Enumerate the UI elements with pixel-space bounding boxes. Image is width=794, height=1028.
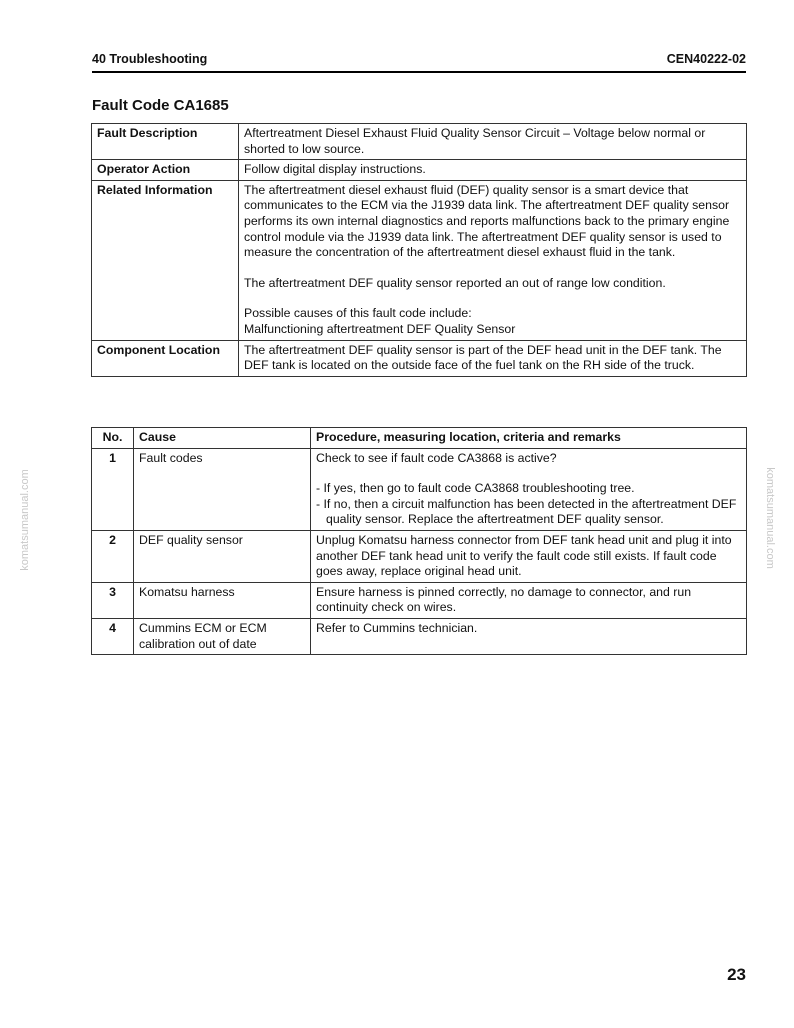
cause-table	[91, 427, 747, 655]
related-information-row	[92, 180, 747, 340]
related-information-value	[239, 180, 747, 340]
document-code: CEN40222-02	[666, 52, 746, 66]
watermark-right: komatsumanual.com	[764, 467, 776, 569]
row-procedure: Refer to Cummins technician.	[311, 618, 747, 654]
procedure-intro: Check to see if fault code CA3868 is active?	[316, 450, 557, 465]
component-location-label: Component Location	[92, 340, 239, 376]
row-number: 4	[92, 618, 134, 654]
possible-causes-intro: Possible causes of this fault code include:	[244, 306, 472, 321]
row-procedure: Ensure harness is pinned correctly, no damage to connector, and run continuity check on wires.	[311, 582, 747, 618]
page-header	[92, 52, 746, 73]
component-location-row	[92, 340, 747, 376]
related-info-paragraph: The aftertreatment DEF quality sensor reported an out of range low condition.	[244, 275, 666, 290]
table-header-row	[92, 428, 747, 449]
operator-action-label: Operator Action	[92, 160, 239, 181]
row-cause: DEF quality sensor	[134, 530, 311, 582]
fault-info-table	[91, 123, 747, 377]
procedure-bullets	[316, 481, 741, 528]
related-info-paragraph: The aftertreatment diesel exhaust fluid (DEF) quality sensor is a smart device that communicates to the ECM via the J1939 data link. The aftertreatment DEF quality sensor performs its own internal diagnostics and reports malfunctions back to the primary engine control module via the J1939 data link. The aftertreatment DEF quality sensor is used to measure the concentration of the aftertreatment diesel exhaust fluid in the tank.	[244, 182, 730, 260]
operator-action-row	[92, 160, 747, 181]
fault-description-label: Fault Description	[92, 124, 239, 160]
column-header-cause: Cause	[134, 428, 311, 449]
watermark-left: komatsumanual.com	[19, 469, 31, 571]
section-title: 40 Troubleshooting	[92, 52, 208, 66]
component-location-value: The aftertreatment DEF quality sensor is part of the DEF head unit in the DEF tank. The DEF tank is located on the outside face of the fuel tank on the RH side of the truck.	[239, 340, 747, 376]
row-procedure	[311, 448, 747, 530]
fault-description-value: Aftertreatment Diesel Exhaust Fluid Quality Sensor Circuit – Voltage below normal or shorted to low source.	[239, 124, 747, 160]
column-header-procedure: Procedure, measuring location, criteria and remarks	[311, 428, 747, 449]
column-header-no: No.	[92, 428, 134, 449]
possible-cause-item: Malfunctioning aftertreatment DEF Quality Sensor	[244, 321, 516, 336]
table-row	[92, 618, 747, 654]
row-cause: Komatsu harness	[134, 582, 311, 618]
row-cause: Fault codes	[134, 448, 311, 530]
fault-description-row	[92, 124, 747, 160]
operator-action-value: Follow digital display instructions.	[239, 160, 747, 181]
row-procedure: Unplug Komatsu harness connector from DEF tank head unit and plug it into another DEF tank head unit to verify the fault code still exists. If fault code goes away, replace original head unit.	[311, 530, 747, 582]
related-information-label: Related Information	[92, 180, 239, 340]
row-number: 1	[92, 448, 134, 530]
row-number: 2	[92, 530, 134, 582]
table-row	[92, 530, 747, 582]
procedure-bullet: - If no, then a circuit malfunction has been detected in the aftertreatment DEF quality sensor. Replace the aftertreatment DEF quality sensor.	[316, 496, 737, 527]
table-row	[92, 448, 747, 530]
row-cause: Cummins ECM or ECM calibration out of date	[134, 618, 311, 654]
page-number: 23	[727, 965, 746, 984]
procedure-bullet: - If yes, then go to fault code CA3868 troubleshooting tree.	[316, 481, 635, 496]
related-info-paragraph	[244, 306, 741, 337]
table-row	[92, 582, 747, 618]
row-number: 3	[92, 582, 134, 618]
fault-code-title: Fault Code CA1685	[92, 97, 229, 114]
